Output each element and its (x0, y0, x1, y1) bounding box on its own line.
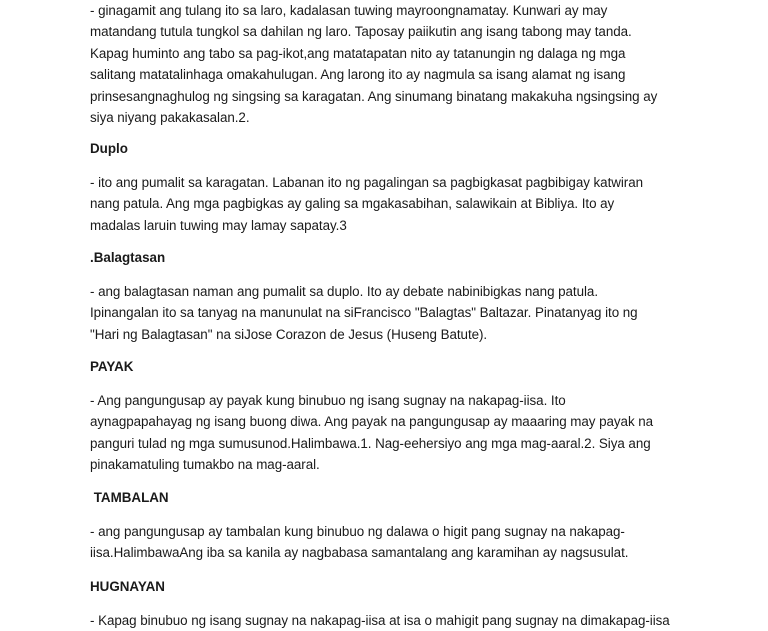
heading-duplo: Duplo (90, 141, 128, 156)
text-line: Ipinangalan ito sa tanyag na manunulat na siFrancisco "Balagtas" Baltazar. Pinatanyag ito ng (90, 305, 638, 321)
text-line: - Kapag binubuo ng isang sugnay na nakapag-iisa at isa o mahigit pang sugnay na dimakapag-iisa (90, 613, 670, 628)
text-line: panguri tulad ng mga sumusunod.Halimbawa.1. Nag-eehersiyo ang mga mag-aaral.2. Siya ang (90, 435, 651, 451)
text-line: prinsesangnaghulog ng singsing sa karagatan. Ang sinumang binatang makakuha ngsingsing ay (90, 88, 658, 104)
paragraph-hugnayan (90, 610, 700, 631)
text-line: - ang pangungusap ay tambalan kung binubuo ng dalawa o higit pang sugnay na nakapag- (90, 524, 625, 539)
paragraph-payak (90, 390, 700, 476)
paragraph-duplo (90, 172, 700, 236)
heading-balagtasan: .Balagtasan (90, 250, 166, 265)
paragraph-karagatan (90, 0, 700, 128)
text-line: - Ang pangungusap ay payak kung binubuo ng isang sugnay na nakapag-iisa. Ito (90, 393, 566, 408)
text-line: iisa.HalimbawaAng iba sa kanila ay nagbabasa samantalang ang karamihan ay nagsusulat. (90, 545, 629, 561)
text-line: madalas laruin tuwing may lamay sapatay.3 (90, 217, 347, 233)
heading-payak: PAYAK (90, 359, 134, 374)
text-line: matandang tutula tungkol sa dahilan ng laro. Taposay paiikutin ang isang tabong may tanda. (90, 24, 632, 40)
heading-tambalan: TAMBALAN (90, 490, 169, 505)
paragraph-tambalan (90, 521, 700, 564)
text-line: - ang balagtasan naman ang pumalit sa duplo. Ito ay debate nabinibigkas nang patula. (90, 284, 598, 299)
paragraph-balagtasan (90, 281, 700, 345)
text-line: siya niyang pakakasalan.2. (90, 110, 250, 126)
text-line: aynagpapahayag ng isang buong diwa. Ang payak na pangungusap ay maaaring may payak na (90, 414, 654, 430)
text-line: Kapag huminto ang tabo sa pag-ikot,ang matatapatan nito ay tatanungin ng dalaga ng mga (90, 45, 626, 61)
text-line: - ginagamit ang tulang ito sa laro, kadalasan tuwing mayroongnamatay. Kunwari ay may (90, 3, 608, 18)
text-line: nang patula. Ang mga pagbigkas ay galing sa mgakasabihan, salawikain at Bibliya. Ito ay (90, 196, 615, 212)
text-line: salitang matatalinhaga omakahulugan. Ang larong ito ay nagmula sa isang alamat ng isang (90, 67, 626, 83)
text-line: - ito ang pumalit sa karagatan. Labanan ito ng pagalingan sa pagbigkasat pagbibigay katwiran (90, 175, 643, 190)
text-line: pinakamatuling tumakbo na mag-aaral. (90, 457, 320, 473)
heading-hugnayan: HUGNAYAN (90, 579, 165, 594)
text-line: "Hari ng Balagtasan" na siJose Corazon de Jesus (Huseng Batute). (90, 326, 488, 342)
